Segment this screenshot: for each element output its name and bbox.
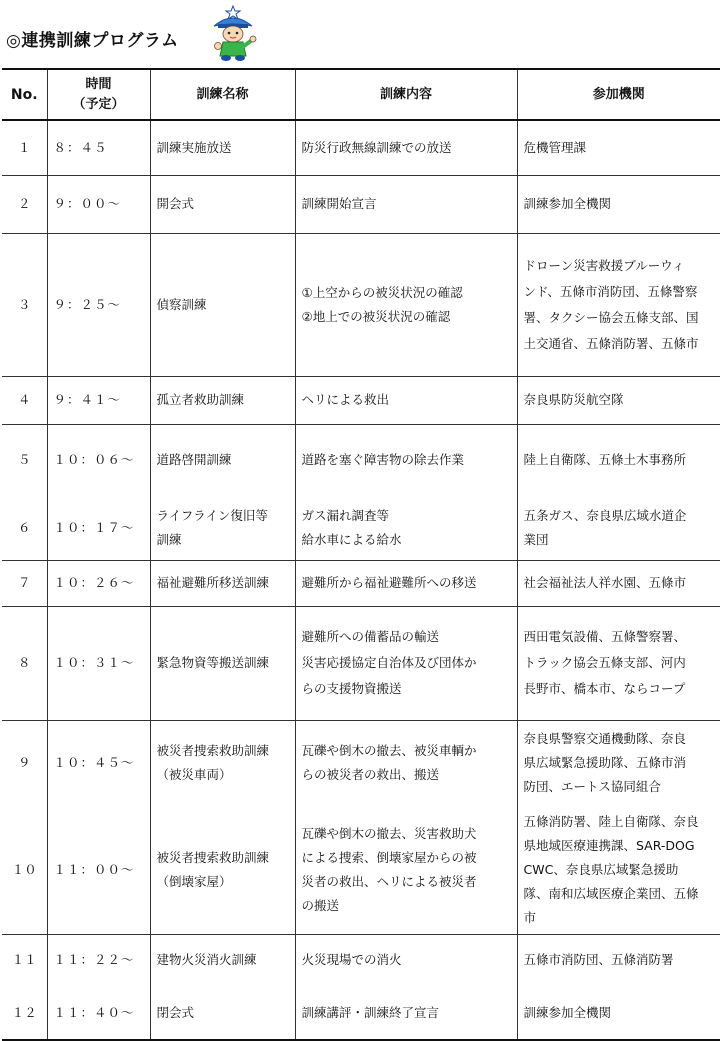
row-agency-line: 奈良県防災航空隊 [523,392,624,407]
header-no: No. [2,69,47,120]
row-name [150,496,295,560]
row-name [150,934,295,986]
row-agency [517,496,720,560]
row-content-line: ガス漏れ調査等 [301,507,390,523]
row-content-line: 給水車による給水 [301,531,402,547]
row-agency-line: 隊、南和広域医療企業団、五條 [523,885,699,901]
row-agency-line: 西田電気設備、五條警察署、 [523,629,687,644]
row-time: １１：４０～ [47,986,150,1040]
row-agency-line: 県広域緊急援助隊、五條市消 [523,755,687,771]
row-name-line: 被災者捜索救助訓練 [156,743,270,759]
row-agency [517,175,720,233]
row-time: １１：２２～ [47,934,150,986]
row-content-line: による捜索、倒壊家屋からの被 [301,849,477,865]
row-no: ３ [2,233,47,376]
table-header-row [2,69,720,120]
row-name-line: （被災車両） [156,767,232,783]
row-content [295,720,517,806]
row-content-line: 道路を塞ぐ障害物の除去作業 [301,452,465,468]
row-content-line: 災害応援協定自治体及び団体か [301,655,477,670]
row-content [295,376,517,424]
row-name [150,806,295,934]
row-agency-line: 県地域医療連携課、SAR-DOG [523,837,695,853]
row-name [150,424,295,496]
row-name-line: 被災者捜索救助訓練 [156,849,270,865]
row-agency-line: 訓練参加全機関 [523,196,612,211]
row-name-line: 道路啓開訓練 [156,452,232,468]
row-name [150,606,295,720]
row-agency-line: 陸上自衛隊、五條土木事務所 [523,452,687,468]
row-name [150,120,295,175]
row-content [295,934,517,986]
row-agency-line: 五條市消防団、五條消防署 [523,952,674,968]
row-name [150,233,295,376]
row-agency [517,720,720,806]
row-content-line: 火災現場での消火 [301,952,402,968]
row-name-line: 偵察訓練 [156,296,207,312]
row-no: ９ [2,720,47,806]
row-agency-line: ンド、五條市消防団、五條警察 [523,283,698,299]
row-content-line: ①上空からの被災状況の確認 [301,284,463,300]
row-agency-line: CWC、奈良県広域緊急援助 [523,861,679,877]
row-agency-line: 業団 [523,531,549,547]
row-name-line: 開会式 [156,196,195,211]
header-time-main: 時間 [85,76,112,92]
row-agency-line: 土交通省、五條消防署、五條市 [523,335,699,351]
row-content [295,496,517,560]
row-content [295,606,517,720]
row-content-line: 災者の救出、ヘリによる被災者 [301,873,477,889]
row-agency [517,606,720,720]
row-content [295,120,517,175]
mascot-icon [208,4,258,62]
row-agency [517,934,720,986]
row-content [295,806,517,934]
row-name-line: ライフライン復旧等 [156,507,268,523]
row-no: ６ [2,496,47,560]
row-content-line: 瓦礫や倒木の撤去、災害救助犬 [301,825,477,841]
row-content-line: 避難所への備蓄品の輸送 [301,629,440,644]
row-time: ９：００～ [47,175,150,233]
row-agency-line: 危機管理課 [523,139,587,155]
row-no: １１ [2,934,47,986]
row-time: １０：２６～ [47,560,150,606]
row-name [150,560,295,606]
row-content [295,424,517,496]
row-agency-line: 長野市、橋本市、ならコープ [523,681,686,696]
row-time: ８：４５ [47,120,150,175]
row-content-line: 避難所から福祉避難所への移送 [301,575,477,590]
row-content-line: 訓練講評・訓練終了宣言 [301,1004,440,1020]
row-no: ８ [2,606,47,720]
row-content-line: ヘリによる救出 [301,392,390,407]
header-time [47,69,150,120]
row-time: １０：０６～ [47,424,150,496]
header-agency: 参加機関 [592,86,645,102]
row-no: ４ [2,376,47,424]
row-no: ７ [2,560,47,606]
header-time-sub: （予定） [72,96,125,112]
row-agency [517,233,720,376]
row-agency-line: 社会福祉法人祥水園、五條市 [523,575,687,590]
row-agency-line: 署、タクシー協会五條支部、国 [523,309,699,325]
row-no: １０ [2,806,47,934]
row-name-line: 孤立者救助訓練 [156,392,245,407]
row-name-line: 福祉避難所移送訓練 [156,575,270,590]
title-bar [0,0,720,66]
row-content [295,560,517,606]
row-no: １ [2,120,47,175]
row-agency-line: 防団、エートス協同組合 [523,779,661,795]
row-no: ５ [2,424,47,496]
row-time: ９：２５～ [47,233,150,376]
row-time: １０：３１～ [47,606,150,720]
header-name: 訓練名称 [150,69,295,120]
row-agency [517,560,720,606]
row-name-line: 訓練 [156,531,182,547]
row-content-line: 瓦礫や倒木の撤去、被災車輌か [301,743,477,759]
row-time: １０：１７～ [47,496,150,560]
program-table [2,68,720,1041]
row-content-line: 訓練開始宣言 [301,196,377,211]
row-agency-line: 五条ガス、奈良県広域水道企 [523,507,687,523]
row-content-line: らの被災者の救出、搬送 [301,767,440,783]
row-agency-line: 市 [523,909,537,925]
row-agency-line: ドローン災害救援ブルーウィ [523,257,685,273]
row-content-line: ②地上での被災状況の確認 [301,308,451,324]
header-content: 訓練内容 [295,69,517,120]
row-name-line: （倒壊家屋） [156,873,232,889]
row-agency-line: 五條消防署、陸上自衛隊、奈良 [523,813,699,829]
row-name-line: 緊急物資等搬送訓練 [156,655,270,670]
row-agency [517,986,720,1040]
row-time: １１：００～ [47,806,150,934]
row-agency-line: トラック協会五條支部、河内 [523,655,686,670]
row-name-line: 閉会式 [156,1004,195,1020]
row-no: １２ [2,986,47,1040]
row-name [150,376,295,424]
row-content-line: らの支援物資搬送 [301,681,402,696]
page-title: ◎連携訓練プログラム [6,31,179,51]
row-name-line: 建物火災消火訓練 [156,952,257,968]
row-content-line: の搬送 [301,897,340,913]
row-name [150,720,295,806]
row-time: ９：４１～ [47,376,150,424]
row-content [295,175,517,233]
row-time: １０：４５～ [47,720,150,806]
row-agency [517,424,720,496]
row-name [150,175,295,233]
row-content-line: 防災行政無線訓練での放送 [301,139,452,155]
row-content [295,233,517,376]
row-name-line: 訓練実施放送 [156,139,232,155]
row-agency [517,120,720,175]
row-name [150,986,295,1040]
row-agency-line: 奈良県警察交通機動隊、奈良 [523,731,687,747]
row-agency-line: 訓練参加全機関 [523,1004,612,1020]
row-no: ２ [2,175,47,233]
row-agency [517,806,720,934]
row-content [295,986,517,1040]
row-agency [517,376,720,424]
